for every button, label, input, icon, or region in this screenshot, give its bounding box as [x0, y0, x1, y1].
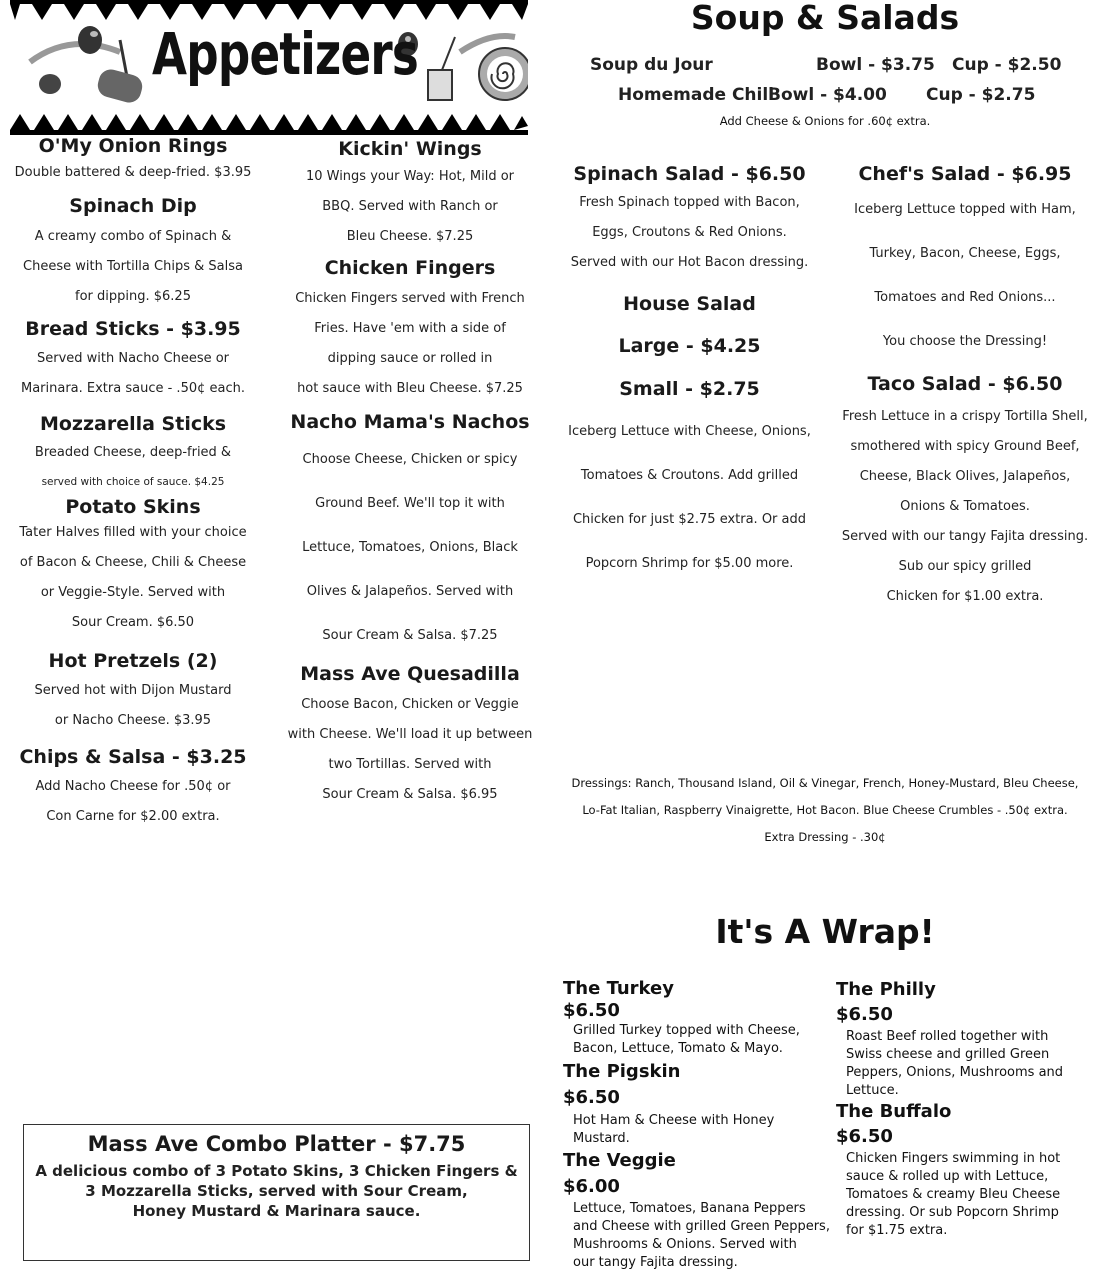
item-desc: Ground Beef. We'll top it with	[315, 496, 505, 511]
wrap-desc: for $1.75 extra.	[846, 1223, 948, 1238]
item-desc: Sub our spicy grilled	[898, 559, 1032, 574]
item-desc: Marinara. Extra sauce - .50¢ each.	[20, 381, 245, 396]
dressing-line: Lo-Fat Italian, Raspberry Vinaigrette, Hot Bacon. Blue Cheese Crumbles - .50¢ extra.	[582, 803, 1068, 817]
item-title: Chef's Salad - $6.95	[858, 163, 1072, 185]
menu-item-spinach-salad	[562, 160, 817, 278]
item-desc: Tater Halves filled with your choice	[19, 525, 247, 540]
item-title: Spinach Dip	[69, 195, 197, 217]
dressings-note	[555, 770, 1095, 851]
wraps-column-right	[836, 978, 1092, 1240]
item-desc: Sour Cream & Salsa. $7.25	[322, 628, 498, 643]
menu-item-nachos	[284, 406, 536, 658]
appetizers-title: Appetizers	[152, 20, 419, 88]
combo-desc: A delicious combo of 3 Potato Skins, 3 Chicken Fingers &	[35, 1162, 518, 1180]
wrap-desc: Peppers, Onions, Mushrooms and	[846, 1065, 1064, 1080]
item-desc: Popcorn Shrimp for $5.00 more.	[585, 556, 794, 571]
soup-name: Soup du Jour	[590, 55, 713, 75]
wrap-desc: Swiss cheese and grilled Green	[846, 1047, 1050, 1062]
wrap-desc: Roast Beef rolled together with	[846, 1029, 1049, 1044]
menu-item-spinach-dip	[8, 190, 258, 312]
item-desc: Chicken for $1.00 extra.	[886, 589, 1044, 604]
menu-item-chicken-fingers	[284, 252, 536, 404]
item-desc: Sour Cream & Salsa. $6.95	[322, 787, 498, 802]
menu-item-house-salad	[562, 284, 817, 586]
item-desc: Bleu Cheese. $7.25	[346, 229, 474, 244]
item-desc: Tomatoes and Red Onions...	[874, 290, 1056, 305]
menu-item-taco-salad	[834, 366, 1096, 612]
item-desc: with Cheese. We'll load it up between	[287, 727, 533, 742]
dressing-line: Extra Dressing - .30¢	[764, 830, 886, 844]
wrap-name: The Buffalo	[836, 1101, 952, 1122]
soup-bowl-price: Bowl - $3.75	[816, 55, 935, 75]
wrap-desc: sauce & rolled up with Lettuce,	[846, 1169, 1049, 1184]
item-desc: served with choice of sauce. $4.25	[41, 476, 225, 488]
top-zigzag-border	[10, 0, 528, 22]
wrap-desc: Grilled Turkey topped with Cheese,	[573, 1023, 800, 1038]
item-title: O'My Onion Rings	[38, 135, 228, 157]
item-desc: Cheese, Black Olives, Jalapeños,	[859, 469, 1071, 484]
item-desc: Served with our tangy Fajita dressing.	[841, 529, 1089, 544]
menu-item-potato-skins	[8, 496, 258, 638]
combo-desc: 3 Mozzarella Sticks, served with Sour Cream,	[85, 1182, 468, 1200]
menu-item-kickin-wings	[284, 136, 536, 252]
item-desc: BBQ. Served with Ranch or	[322, 199, 498, 214]
wrap-desc: Lettuce, Tomatoes, Banana Peppers	[573, 1201, 806, 1216]
item-desc: Breaded Cheese, deep-fried &	[34, 445, 232, 460]
soup-note: Add Cheese & Onions for .60¢ extra.	[719, 114, 931, 128]
item-title: Taco Salad - $6.50	[867, 373, 1063, 395]
wrap-item-turkey	[563, 978, 831, 1058]
item-desc: Choose Cheese, Chicken or spicy	[302, 452, 518, 467]
wrap-price: $6.50	[836, 1126, 893, 1147]
item-desc: A creamy combo of Spinach &	[34, 229, 232, 244]
wrap-name: The Pigskin	[563, 1061, 681, 1082]
wrap-price: $6.00	[563, 1176, 620, 1197]
item-desc: Served hot with Dijon Mustard	[34, 683, 232, 698]
chili-cup-price: Cup - $2.75	[926, 85, 1036, 105]
combo-title: Mass Ave Combo Platter - $7.75	[87, 1132, 466, 1156]
menu-item-bread-sticks	[8, 314, 258, 404]
wrap-name: The Veggie	[563, 1150, 676, 1171]
item-desc: for dipping. $6.25	[75, 289, 191, 304]
item-title: Chips & Salsa - $3.25	[19, 746, 247, 768]
wrap-item-philly	[836, 978, 1092, 1100]
chili-name: Homemade Chili	[618, 85, 775, 105]
item-desc: Choose Bacon, Chicken or Veggie	[301, 697, 519, 712]
item-desc: Fresh Lettuce in a crispy Tortilla Shell,	[842, 409, 1088, 424]
wrap-name: The Philly	[836, 979, 936, 1000]
item-title: Kickin' Wings	[338, 138, 482, 160]
item-desc: 10 Wings your Way: Hot, Mild or	[305, 169, 515, 184]
wrap-price: $6.50	[563, 1087, 620, 1108]
wrap-price: $6.50	[563, 1000, 620, 1021]
chili-bowl-price: Bowl - $4.00	[768, 85, 887, 105]
item-title: Nacho Mama's Nachos	[290, 411, 530, 433]
item-desc: Onions & Tomatoes.	[900, 499, 1030, 514]
item-title: Bread Sticks - $3.95	[25, 318, 241, 340]
item-desc: Double battered & deep-fried. $3.95	[14, 165, 252, 180]
combo-platter-box	[23, 1124, 530, 1261]
bottom-zigzag-border	[10, 114, 528, 136]
wrap-item-buffalo	[836, 1100, 1092, 1240]
menu-item-mozzarella-sticks	[8, 410, 258, 496]
item-desc: Fresh Spinach topped with Bacon,	[579, 195, 800, 210]
appetizers-column-1	[8, 134, 258, 832]
item-desc: Cheese with Tortilla Chips & Salsa	[23, 259, 243, 274]
menu-item-onion-rings	[8, 134, 258, 188]
appetizers-title-wrap	[152, 20, 419, 112]
menu-item-chefs-salad	[834, 160, 1096, 364]
item-desc: Served with our Hot Bacon dressing.	[570, 255, 809, 270]
menu-item-hot-pretzels	[8, 646, 258, 736]
item-desc: Chicken Fingers served with French	[295, 291, 525, 306]
item-desc: Tomatoes & Croutons. Add grilled	[580, 468, 799, 483]
wrap-desc: and Cheese with grilled Green Peppers,	[573, 1219, 830, 1234]
soup-cup-price: Cup - $2.50	[952, 55, 1062, 75]
wrap-desc: Lettuce.	[846, 1083, 899, 1098]
item-desc: Sour Cream. $6.50	[71, 615, 195, 630]
wrap-desc: Bacon, Lettuce, Tomato & Mayo.	[573, 1041, 783, 1056]
house-small-price: Small - $2.75	[619, 378, 760, 400]
wrap-desc: Mustard.	[573, 1131, 630, 1146]
dressing-line: Dressings: Ranch, Thousand Island, Oil & Vinegar, French, Honey-Mustard, Bleu Cheese,	[571, 776, 1079, 790]
item-desc: Add Nacho Cheese for .50¢ or	[35, 779, 231, 794]
item-desc: smothered with spicy Ground Beef,	[850, 439, 1080, 454]
menu-item-quesadilla	[284, 658, 536, 810]
wrap-desc: Hot Ham & Cheese with Honey	[573, 1113, 775, 1128]
item-desc: Iceberg Lettuce with Cheese, Onions,	[568, 424, 811, 439]
item-desc: Served with Nacho Cheese or	[36, 351, 230, 366]
item-desc: of Bacon & Cheese, Chili & Cheese	[19, 555, 247, 570]
item-title: Chicken Fingers	[324, 257, 496, 279]
item-desc: Iceberg Lettuce topped with Ham,	[854, 202, 1076, 217]
item-desc: Lettuce, Tomatoes, Onions, Black	[302, 540, 518, 555]
item-title: Mass Ave Quesadilla	[300, 663, 520, 685]
item-desc: Olives & Jalapeños. Served with	[306, 584, 514, 599]
menu-item-chips-salsa	[8, 742, 258, 832]
item-desc: Con Carne for $2.00 extra.	[46, 809, 220, 824]
appetizers-column-2	[284, 136, 536, 810]
item-desc: hot sauce with Bleu Cheese. $7.25	[297, 381, 523, 396]
salads-column-1	[562, 160, 817, 586]
house-large-price: Large - $4.25	[618, 335, 761, 357]
wrap-desc: Chicken Fingers swimming in hot	[846, 1151, 1061, 1166]
wrap-item-veggie	[563, 1148, 831, 1272]
wraps-column-left	[563, 978, 831, 1272]
item-desc: dipping sauce or rolled in	[327, 351, 493, 366]
wrap-desc: dressing. Or sub Popcorn Shrimp	[846, 1205, 1059, 1220]
item-desc: Eggs, Croutons & Red Onions.	[592, 225, 787, 240]
item-desc: two Tortillas. Served with	[328, 757, 492, 772]
item-title: Potato Skins	[65, 496, 201, 518]
item-desc: Turkey, Bacon, Cheese, Eggs,	[869, 246, 1061, 261]
soup-salads-title: Soup & Salads	[690, 0, 960, 37]
wrap-desc: Mushrooms & Onions. Served with	[573, 1237, 797, 1252]
item-desc: You choose the Dressing!	[882, 334, 1048, 349]
item-desc: Fries. Have 'em with a side of	[314, 321, 506, 336]
item-desc: Chicken for just $2.75 extra. Or add	[572, 512, 807, 527]
wrap-price: $6.50	[836, 1004, 893, 1025]
item-title: House Salad	[623, 293, 756, 315]
wrap-name: The Turkey	[563, 978, 674, 999]
wrap-item-pigskin	[563, 1060, 831, 1148]
item-desc: or Nacho Cheese. $3.95	[54, 713, 212, 728]
wrap-desc: our tangy Fajita dressing.	[573, 1255, 738, 1270]
item-title: Spinach Salad - $6.50	[573, 163, 806, 185]
item-title: Mozzarella Sticks	[39, 413, 227, 435]
item-desc: or Veggie-Style. Served with	[40, 585, 226, 600]
wraps-title: It's A Wrap!	[715, 912, 935, 951]
salads-column-2	[834, 160, 1096, 612]
combo-desc: Honey Mustard & Marinara sauce.	[132, 1202, 421, 1220]
item-title: Hot Pretzels (2)	[48, 650, 218, 672]
wrap-desc: Tomatoes & creamy Bleu Cheese	[846, 1187, 1061, 1202]
